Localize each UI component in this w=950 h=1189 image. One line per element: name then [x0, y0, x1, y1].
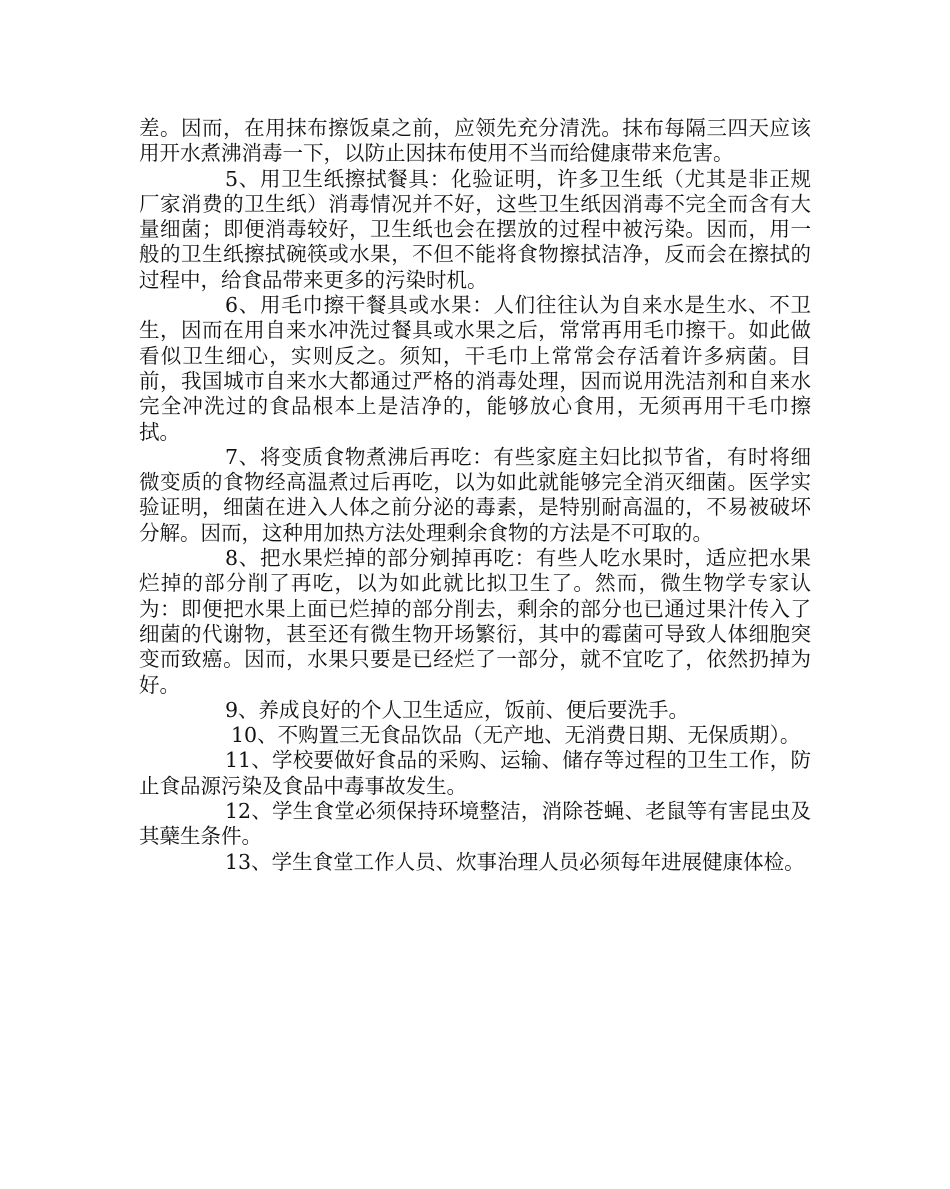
paragraph-item-11: 11、学校要做好食品的采购、运输、储存等过程的卫生工作，防止食品源污染及食品中毒事故发生。: [139, 748, 811, 798]
paragraph-item-7: 7、将变质食物煮沸后再吃：有些家庭主妇比拟节省，有时将细微变质的食物经高温煮过后再吃，以为如此就能够完全消灭细菌。医学实验证明，细菌在进入人体之前分泌的毒素，是特别耐高温的，不易被破坏分解。因而，这种用加热方法处理剩余食物的方法是不可取的。: [139, 444, 811, 545]
paragraph-item-9: 9、养成良好的个人卫生适应，饭前、便后要洗手。: [225, 697, 690, 722]
paragraph-item-13: 13、学生食堂工作人员、炊事治理人员必须每年进展健康体检。: [225, 849, 805, 874]
paragraph-item-5: 5、用卫生纸擦拭餐具：化验证明，许多卫生纸（尤其是非正规厂家消费的卫生纸）消毒情况并不好，这些卫生纸因消毒不完全而含有大量细菌；即便消毒较好，卫生纸也会在摆放的过程中被污染。因而，用一般的卫生纸擦拭碗筷或水果，不但不能将食物擦拭洁净，反而会在擦拭的过程中，给食品带来更多的污染时机。: [139, 166, 811, 292]
paragraph-item-12: 12、学生食堂必须保持环境整洁，消除苍蝇、老鼠等有害昆虫及其蘖生条件。: [139, 799, 811, 849]
paragraph-item-10: 10、不购置三无食品饮品（无产地、无消费日期、无保质期）。: [231, 723, 801, 748]
paragraph-continuation: 差。因而，在用抹布擦饭桌之前，应领先充分清洗。抹布每隔三四天应该用开水煮沸消毒一下，以防止因抹布使用不当而给健康带来危害。: [139, 116, 811, 166]
paragraph-item-8: 8、把水果烂掉的部分剜掉再吃：有些人吃水果时，适应把水果烂掉的部分削了再吃，以为如此就比拟卫生了。然而，微生物学专家认为：即便把水果上面已烂掉的部分削去，剩余的部分也已通过果汁传入了细菌的代谢物，甚至还有微生物开场繁衍，其中的霉菌可导致人体细胞突变而致癌。因而，水果只要是已经烂了一部分，就不宜吃了，依然扔掉为好。: [139, 546, 811, 697]
document-body: [139, 116, 811, 875]
paragraph-item-6: 6、用毛巾擦干餐具或水果：人们往往认为自来水是生水、不卫生，因而在用自来水冲洗过餐具或水果之后，常常再用毛巾擦干。如此做看似卫生细心，实则反之。须知，干毛巾上常常会存活着许多病菌。目前，我国城市自来水大都通过严格的消毒处理，因而说用洗洁剂和自来水完全冲洗过的食品根本上是洁净的，能够放心食用，无须再用干毛巾擦拭。: [139, 293, 811, 444]
